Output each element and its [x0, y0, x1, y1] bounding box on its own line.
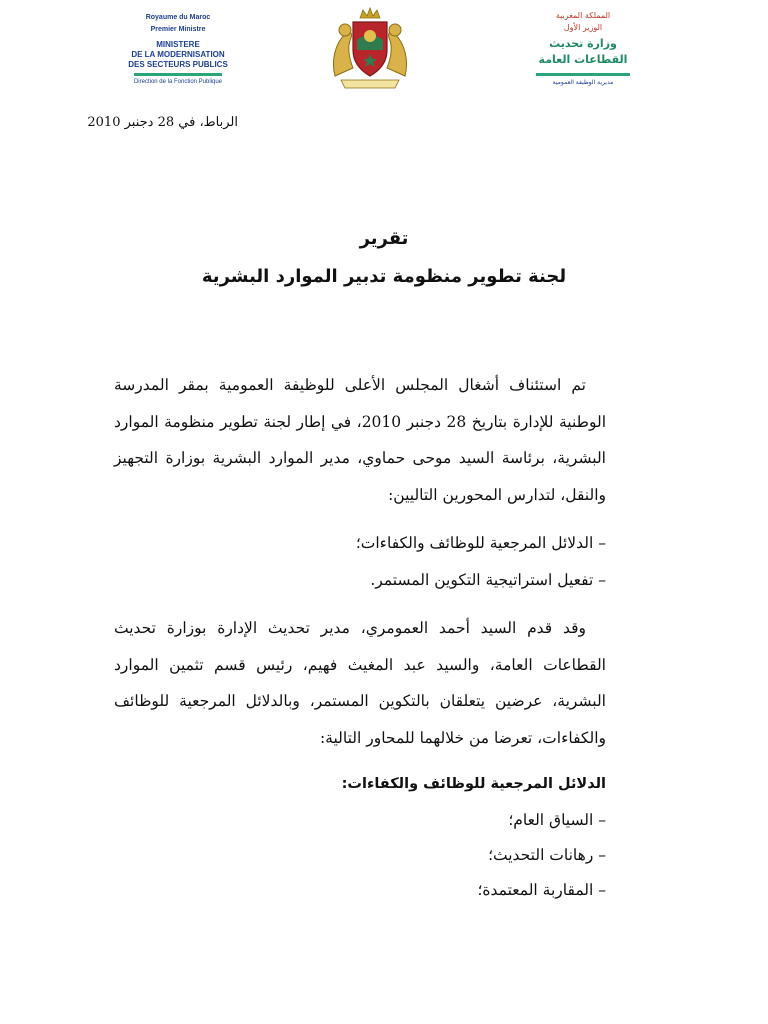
- section-heading: الدلائل المرجعية للوظائف والكفاءات:: [341, 776, 606, 792]
- fr-kingdom: Royaume du Maroc: [145, 14, 211, 21]
- ar-ministry-line2: القطاعات العامة: [538, 53, 628, 66]
- date-line: الرباط، في 28 دجنبر 2010: [87, 115, 238, 130]
- paragraph-intro: تم استئناف أشغال المجلس الأعلى للوظيفة العمومية بمقر المدرسة الوطنية للإدارة بتاريخ 28 دجنبر 2010، في إطار لجنة تطوير منظومة الموارد البشرية، برئاسة السيد موحى حماوي، مدير الموارد البشرية بوزارة التجهيز والنقل، لتدارس المحورين التاليين:: [114, 376, 607, 504]
- fr-ministry-line3: DES SECTEURS PUBLICS: [128, 60, 228, 69]
- fr-ministry-line1: MINISTERE: [156, 40, 200, 49]
- fr-directorate: Direction de la Fonction Publique: [133, 79, 223, 85]
- ar-directorate: مديرية الوظيفة العمومية: [552, 79, 614, 86]
- paragraph-presentations: وقد قدم السيد أحمد العمومري، مدير تحديث الإدارة بوزارة تحديث القطاعات العامة، والسيد عبد المغيث فهيم، رئيس قسم تثمين الموارد البشرية، عرضين يتعلقان بالتكوين المستمر، وبالدلائل المرجعية للوظائف والكفاءات، تعرضا من خلالهما للمحاور التالية:: [114, 619, 606, 747]
- ar-divider: [536, 73, 630, 76]
- axes-list: [114, 803, 606, 908]
- list-item: – رهانات التحديث؛: [488, 845, 606, 864]
- fr-prime-minister: Premier Ministre: [150, 26, 206, 33]
- ar-ministry-line1: وزارة تحديث: [549, 37, 617, 50]
- ar-kingdom: المملكة المغربية: [555, 11, 611, 20]
- coat-of-arms-icon: [327, 6, 413, 90]
- ar-prime-minister: الوزير الأول: [563, 23, 603, 32]
- document-body: [114, 367, 606, 908]
- fr-ministry-line2: DE LA MODERNISATION: [131, 50, 225, 59]
- ar-ministry: [522, 36, 644, 68]
- list-item: – المقاربة المعتمدة؛: [477, 880, 606, 899]
- list-item: – السياق العام؛: [508, 810, 606, 829]
- fr-ministry: [118, 40, 238, 70]
- letterhead-french: [118, 12, 238, 86]
- list-item: – الدلائل المرجعية للوظائف والكفاءات؛: [355, 534, 606, 552]
- letterhead: [0, 0, 768, 115]
- fr-divider: [134, 73, 222, 76]
- letterhead-arabic: [522, 10, 644, 87]
- topics-list: [114, 525, 606, 598]
- report-subtitle: لجنة تطوير منظومة تدبير الموارد البشرية: [201, 266, 567, 287]
- list-item: – تفعيل استراتيجية التكوين المستمر.: [370, 570, 606, 589]
- report-title: تقرير: [359, 228, 409, 249]
